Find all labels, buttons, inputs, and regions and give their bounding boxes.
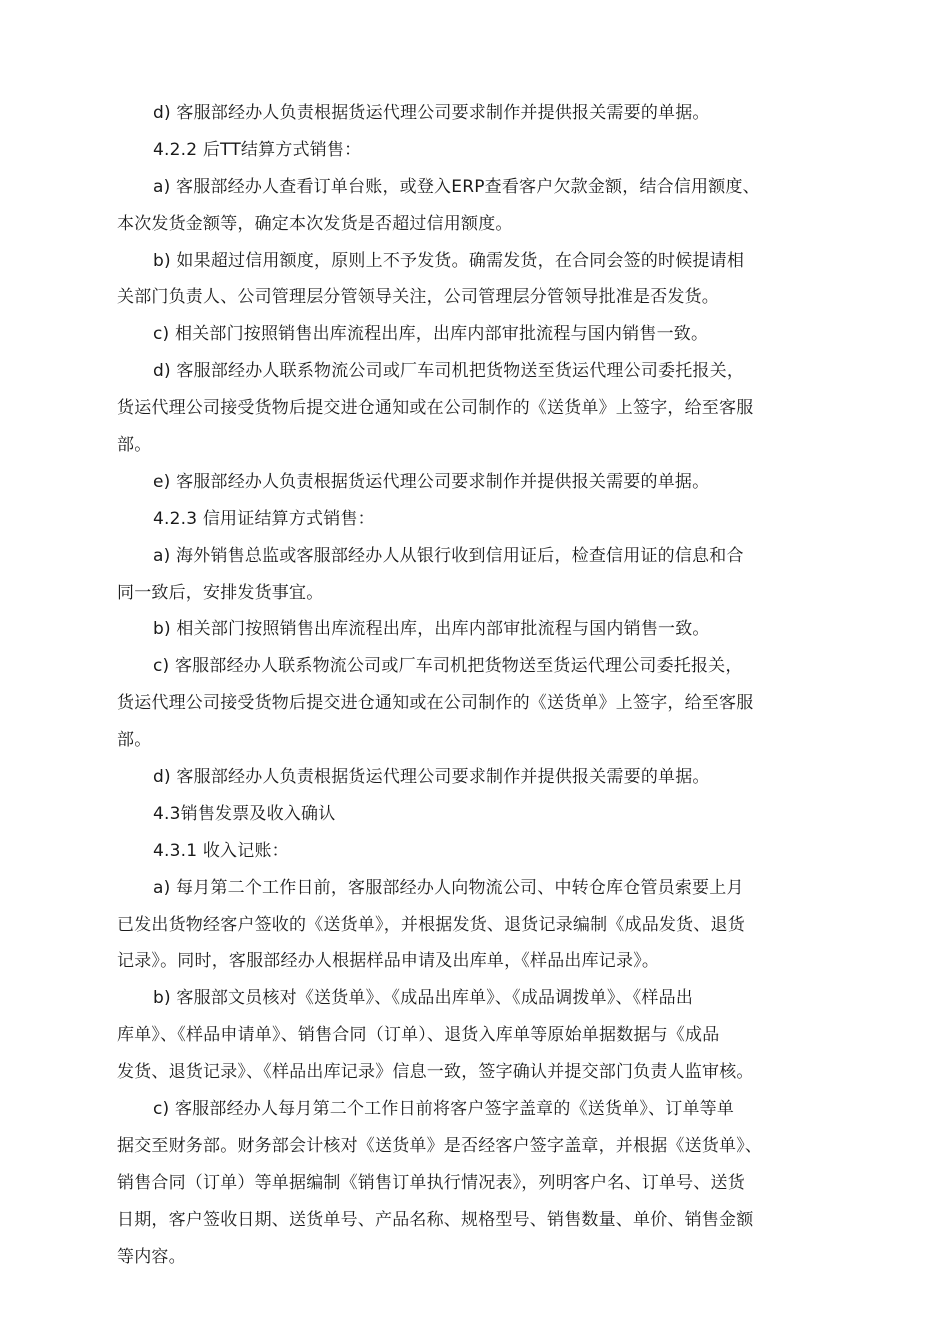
text-line: 4.2.3 信用证结算方式销售： (153, 508, 375, 529)
text-line: a) 海外销售总监或客服部经办人从银行收到信用证后，检查信用证的信息和合 (153, 545, 744, 566)
text-line: 货运代理公司接受货物后提交进仓通知或在公司制作的《送货单》上签字，给至客服 (117, 398, 754, 419)
text-line: 发货、退货记录》、《样品出库记录》信息一致，签字确认并提交部门负责人监审核。 (117, 1062, 754, 1083)
text-line: 已发出货物经客户签收的《送货单》，并根据发货、退货记录编制《成品发货、退货 (117, 914, 745, 935)
text-line: 关部门负责人、公司管理层分管领导关注，公司管理层分管领导批准是否发货。 (117, 287, 719, 308)
text-line: 记录》。同时，客服部经办人根据样品申请及出库单，《样品出库记录》。 (117, 951, 660, 972)
text-line: 等内容。 (117, 1246, 186, 1267)
text-line: a) 每月第二个工作日前，客服部经办人向物流公司、中转仓库仓管员索要上月 (153, 877, 744, 898)
text-line: 本次发货金额等，确定本次发货是否超过信用额度。 (117, 213, 513, 234)
text-line: 日期，客户签收日期、送货单号、产品名称、规格型号、销售数量、单价、销售金额 (117, 1209, 754, 1230)
document-page (117, 95, 835, 1276)
text-line: 货运代理公司接受货物后提交进仓通知或在公司制作的《送货单》上签字，给至客服 (117, 693, 754, 714)
text-line: d) 客服部经办人负责根据货运代理公司要求制作并提供报关需要的单据。 (153, 767, 710, 788)
text-line: c) 相关部门按照销售出库流程出库，出库内部审批流程与国内销售一致。 (153, 324, 709, 345)
text-line: 同一致后，安排发货事宜。 (117, 582, 324, 603)
text-line: 销售合同（订单）等单据编制《销售订单执行情况表》，列明客户名、订单号、送货 (117, 1172, 745, 1193)
text-line: a) 客服部经办人查看订单台账，或登入ERP查看客户欠款金额，结合信用额度、 (153, 176, 760, 197)
text-line: 部。 (117, 435, 152, 456)
text-line: b) 客服部文员核对《送货单》、《成品出库单》、《成品调拨单》、《样品出 (153, 988, 694, 1009)
text-line: d) 客服部经办人联系物流公司或厂车司机把货物送至货运代理公司委托报关， (153, 361, 745, 382)
text-line: 据交至财务部。财务部会计核对《送货单》是否经客户签字盖章，并根据《送货单》、 (117, 1135, 763, 1156)
text-line: 库单》、《样品申请单》、销售合同（订单）、退货入库单等原始单据数据与《成品 (117, 1025, 720, 1046)
text-line: c) 客服部经办人每月第二个工作日前将客户签字盖章的《送货单》、订单等单 (153, 1099, 735, 1120)
text-line: c) 客服部经办人联系物流公司或厂车司机把货物送至货运代理公司委托报关， (153, 656, 743, 677)
text-line: 4.3销售发票及收入确认 (153, 803, 336, 824)
text-line: 4.2.2 后TT结算方式销售： (153, 139, 362, 160)
text-line: d) 客服部经办人负责根据货运代理公司要求制作并提供报关需要的单据。 (153, 103, 710, 123)
text-line: b) 相关部门按照销售出库流程出库，出库内部审批流程与国内销售一致。 (153, 619, 710, 640)
text-line: b) 如果超过信用额度，原则上不予发货。确需发货，在合同会签的时候提请相 (153, 250, 745, 271)
text-line: e) 客服部经办人负责根据货运代理公司要求制作并提供报关需要的单据。 (153, 471, 710, 492)
text-line: 4.3.1 收入记账： (153, 840, 289, 861)
text-line: 部。 (117, 730, 152, 751)
